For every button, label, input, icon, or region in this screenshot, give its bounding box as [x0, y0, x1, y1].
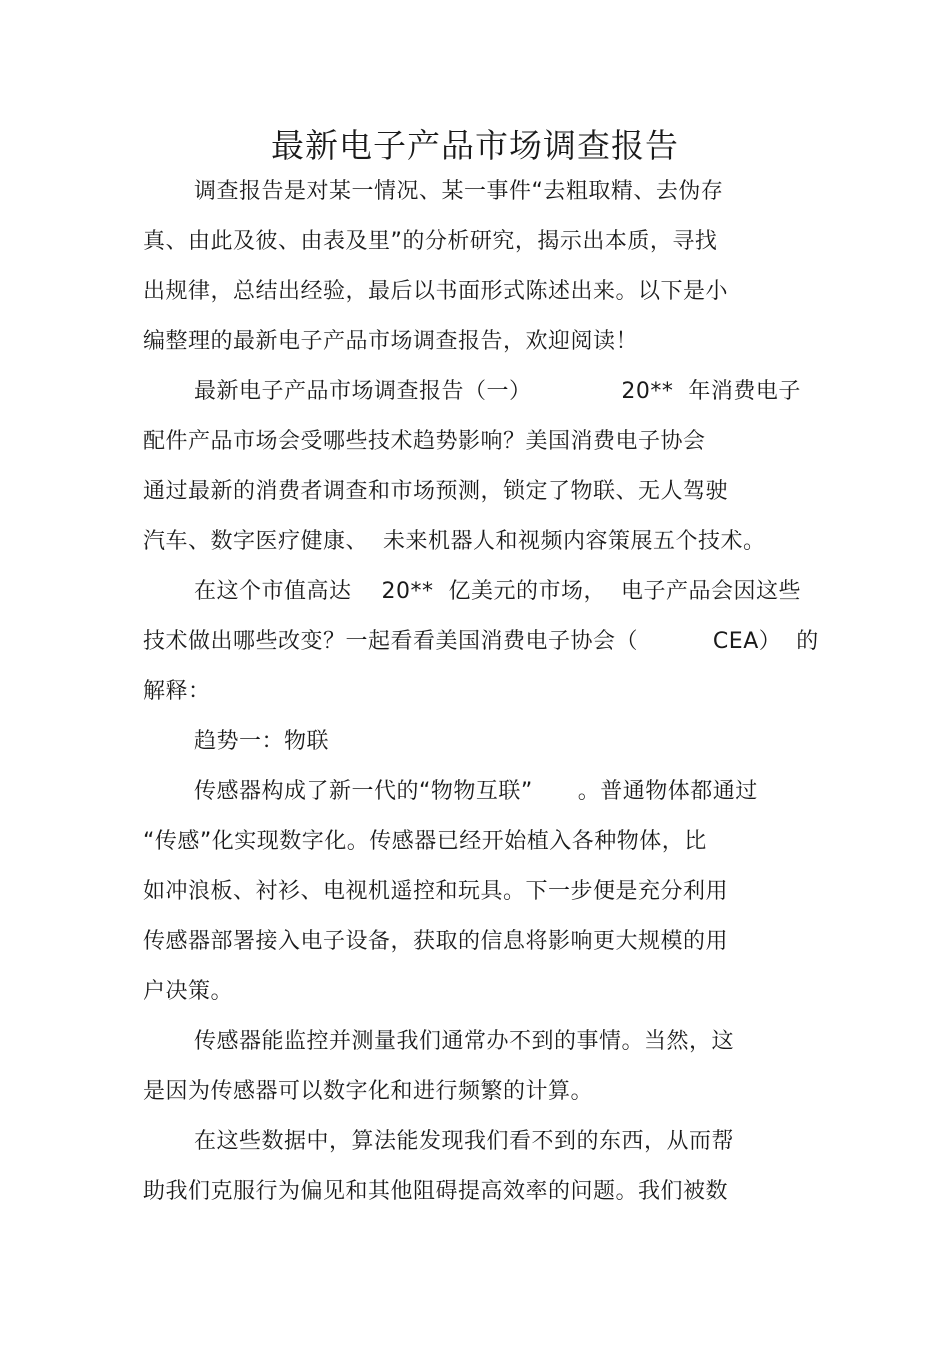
paragraph-line: 在这些数据中，算法能发现我们看不到的东西，从而帮: [194, 1129, 735, 1154]
paragraph-line: 如冲浪板、衬衫、电视机遥控和玩具。下一步便是充分利用: [143, 879, 729, 904]
section-heading: 趋势一：物联: [194, 729, 330, 754]
paragraph-line: 是因为传感器可以数字化和进行频繁的计算。: [143, 1079, 594, 1104]
document-title: 最新电子产品市场调查报告: [271, 126, 679, 165]
paragraph-line: 解释：: [143, 679, 211, 704]
paragraph-line: 在这个市值高达 20** 亿美元的市场， 电子产品会因这些: [194, 579, 801, 604]
paragraph-line: 技术做出哪些改变？一起看看美国消费电子协会（ CEA） 的: [143, 629, 819, 654]
paragraph-line: 传感器能监控并测量我们通常办不到的事情。当然，这: [194, 1029, 735, 1054]
paragraph-line: 最新电子产品市场调查报告（一） 20** 年消费电子: [194, 379, 801, 404]
paragraph-line: 传感器构成了新一代的“物物互联” 。普通物体都通过: [194, 779, 758, 804]
paragraph-line: 汽车、数字医疗健康、 未来机器人和视频内容策展五个技术。: [143, 529, 766, 554]
paragraph-line: 配件产品市场会受哪些技术趋势影响？美国消费电子协会: [143, 429, 706, 454]
paragraph-line: 助我们克服行为偏见和其他阻碍提高效率的问题。我们被数: [143, 1179, 729, 1204]
paragraph-line: “传感”化实现数字化。传感器已经开始植入各种物体，比: [143, 829, 707, 854]
paragraph-line: 调查报告是对某一情况、某一事件“去粗取精、去伪存: [194, 179, 724, 204]
paragraph-line: 编整理的最新电子产品市场调查报告，欢迎阅读！: [143, 329, 639, 354]
paragraph-line: 户决策。: [143, 979, 234, 1004]
paragraph-line: 传感器部署接入电子设备，获取的信息将影响更大规模的用: [143, 929, 729, 954]
paragraph-line: 出规律，总结出经验，最后以书面形式陈述出来。以下是小: [143, 279, 729, 304]
paragraph-line: 通过最新的消费者调查和市场预测，锁定了物联、无人驾驶: [143, 479, 729, 504]
paragraph-line: 真、由此及彼、由表及里”的分析研究，揭示出本质，寻找: [143, 229, 718, 254]
